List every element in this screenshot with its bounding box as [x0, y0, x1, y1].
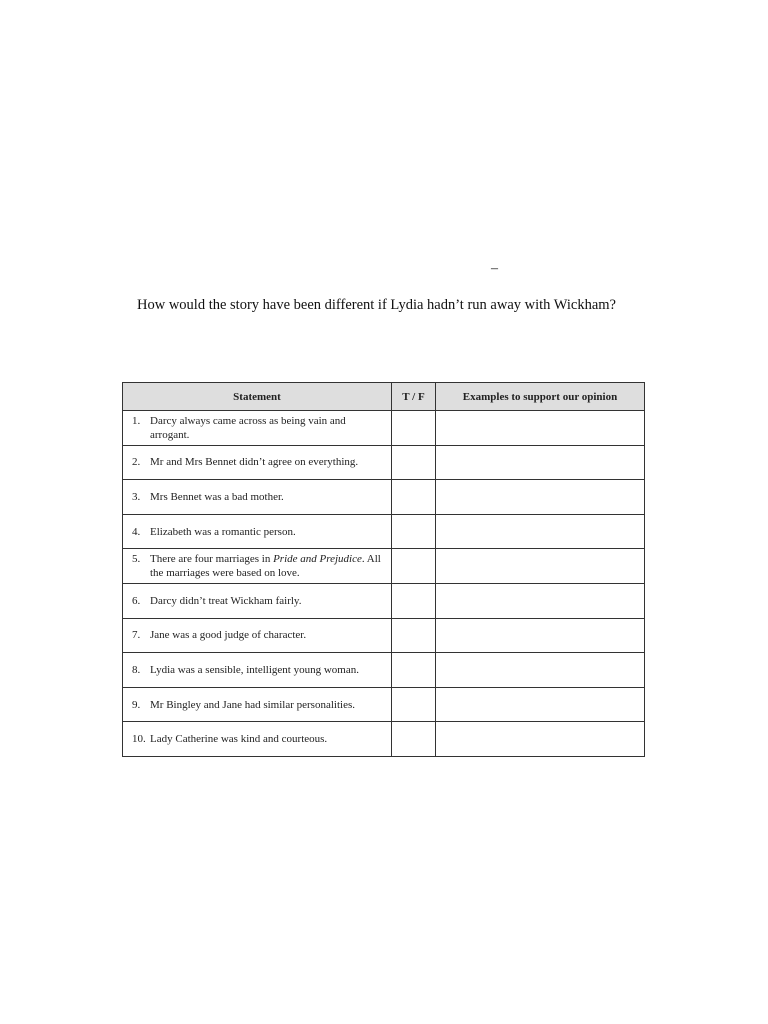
tf-answer-cell[interactable]	[392, 514, 436, 549]
statement-column-header: Statement	[123, 383, 392, 411]
book-title: Pride and Prejudice	[273, 553, 362, 566]
statement-cell	[123, 480, 392, 515]
tf-answer-cell[interactable]	[392, 618, 436, 653]
statement-text: Lady Catherine was kind and courteous.	[150, 733, 328, 746]
statement-number: 1.	[132, 414, 141, 427]
table-row	[123, 411, 645, 446]
statement-cell	[123, 618, 392, 653]
statement-cell	[123, 722, 392, 757]
statement-text: Mr and Mrs Bennet didn’t agree on everything.	[150, 456, 359, 469]
example-answer-cell[interactable]	[436, 618, 645, 653]
statement-cell	[123, 687, 392, 722]
examples-column-header: Examples to support our opinion	[436, 383, 645, 411]
statements-table	[122, 382, 645, 757]
table-row	[123, 549, 645, 584]
dash-mark: –	[491, 261, 498, 276]
tf-answer-cell[interactable]	[392, 653, 436, 688]
tf-answer-cell[interactable]	[392, 549, 436, 584]
statement-text	[150, 552, 385, 580]
statement-text-part: There are four marriages in	[150, 553, 274, 566]
statement-text: Elizabeth was a romantic person.	[150, 525, 296, 538]
tf-answer-cell[interactable]	[392, 411, 436, 446]
statement-cell	[123, 411, 392, 446]
statement-number: 3.	[132, 490, 141, 503]
statement-number: 2.	[132, 456, 141, 469]
statement-number: 8.	[132, 663, 141, 676]
tf-answer-cell[interactable]	[392, 687, 436, 722]
statement-number: 10.	[132, 733, 146, 746]
table-row	[123, 583, 645, 618]
statement-cell	[123, 514, 392, 549]
statement-text: Darcy didn’t treat Wickham fairly.	[150, 594, 302, 607]
example-answer-cell[interactable]	[436, 722, 645, 757]
statement-number: 7.	[132, 629, 141, 642]
table-row	[123, 653, 645, 688]
statement-number: 4.	[132, 525, 141, 538]
example-answer-cell[interactable]	[436, 549, 645, 584]
statement-text: Jane was a good judge of character.	[150, 629, 307, 642]
discussion-question: How would the story have been different if Lydia hadn’t run away with Wickham?	[137, 297, 616, 313]
statement-text-part: . All the marriages were based on love.	[150, 553, 381, 580]
example-answer-cell[interactable]	[436, 514, 645, 549]
table-row	[123, 445, 645, 480]
tf-answer-cell[interactable]	[392, 583, 436, 618]
tf-answer-cell[interactable]	[392, 445, 436, 480]
statement-text: Darcy always came across as being vain and arrogant.	[150, 414, 346, 441]
statement-cell	[123, 653, 392, 688]
example-answer-cell[interactable]	[436, 583, 645, 618]
table-row	[123, 687, 645, 722]
example-answer-cell[interactable]	[436, 653, 645, 688]
example-answer-cell[interactable]	[436, 411, 645, 446]
statement-number: 5.	[132, 553, 141, 566]
table-row	[123, 514, 645, 549]
statement-number: 9.	[132, 698, 141, 711]
table-row	[123, 618, 645, 653]
example-answer-cell[interactable]	[436, 480, 645, 515]
tf-answer-cell[interactable]	[392, 722, 436, 757]
tf-column-header: T / F	[392, 383, 436, 411]
table-header-row	[123, 383, 645, 411]
tf-answer-cell[interactable]	[392, 480, 436, 515]
table-row	[123, 480, 645, 515]
table-row	[123, 722, 645, 757]
statement-text: Mr Bingley and Jane had similar personalities.	[150, 698, 355, 711]
example-answer-cell[interactable]	[436, 687, 645, 722]
example-answer-cell[interactable]	[436, 445, 645, 480]
statement-number: 6.	[132, 594, 141, 607]
statement-cell	[123, 445, 392, 480]
statement-cell	[123, 549, 392, 584]
statement-text: Mrs Bennet was a bad mother.	[150, 490, 284, 503]
statement-cell	[123, 583, 392, 618]
statement-text: Lydia was a sensible, intelligent young woman.	[150, 663, 359, 676]
